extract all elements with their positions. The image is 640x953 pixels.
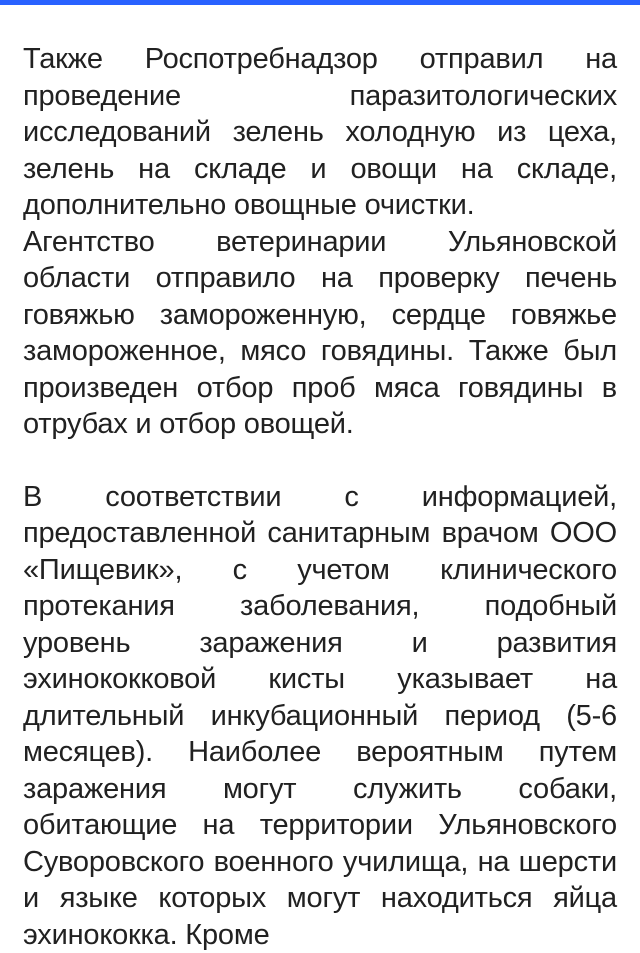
paragraph-rospotrebnadzor: Также Роспотребнадзор отправил на проведение паразитологических исследований зелень холодную из цеха, зелень на складе и овощи на складе, дополнительно овощные очистки. (23, 41, 617, 224)
paragraph-sanitary-doctor: В соответствии с информацией, предоставленной санитарным врачом ООО «Пищевик», с учетом клинического протекания заболевания, подобный уровень заражения и развития эхинококковой кисты указывает на длительный инкубационный период (5-6 месяцев). Наиболее вероятным путем заражения могут служить собаки, обитающие на территории Ульяновского Суворовского военного училища, на шерсти и языке которых могут находиться яйца эхинококка. Кроме (23, 479, 617, 953)
paragraph-veterinary-agency: Агентство ветеринарии Ульяновской области отправило на проверку печень говяжью замороженную, сердце говяжье замороженное, мясо говядины. Также был произведен отбор проб мяса говядины в отрубах и отбор овощей. (23, 224, 617, 443)
top-accent-bar (0, 0, 640, 5)
article-body (23, 41, 617, 953)
